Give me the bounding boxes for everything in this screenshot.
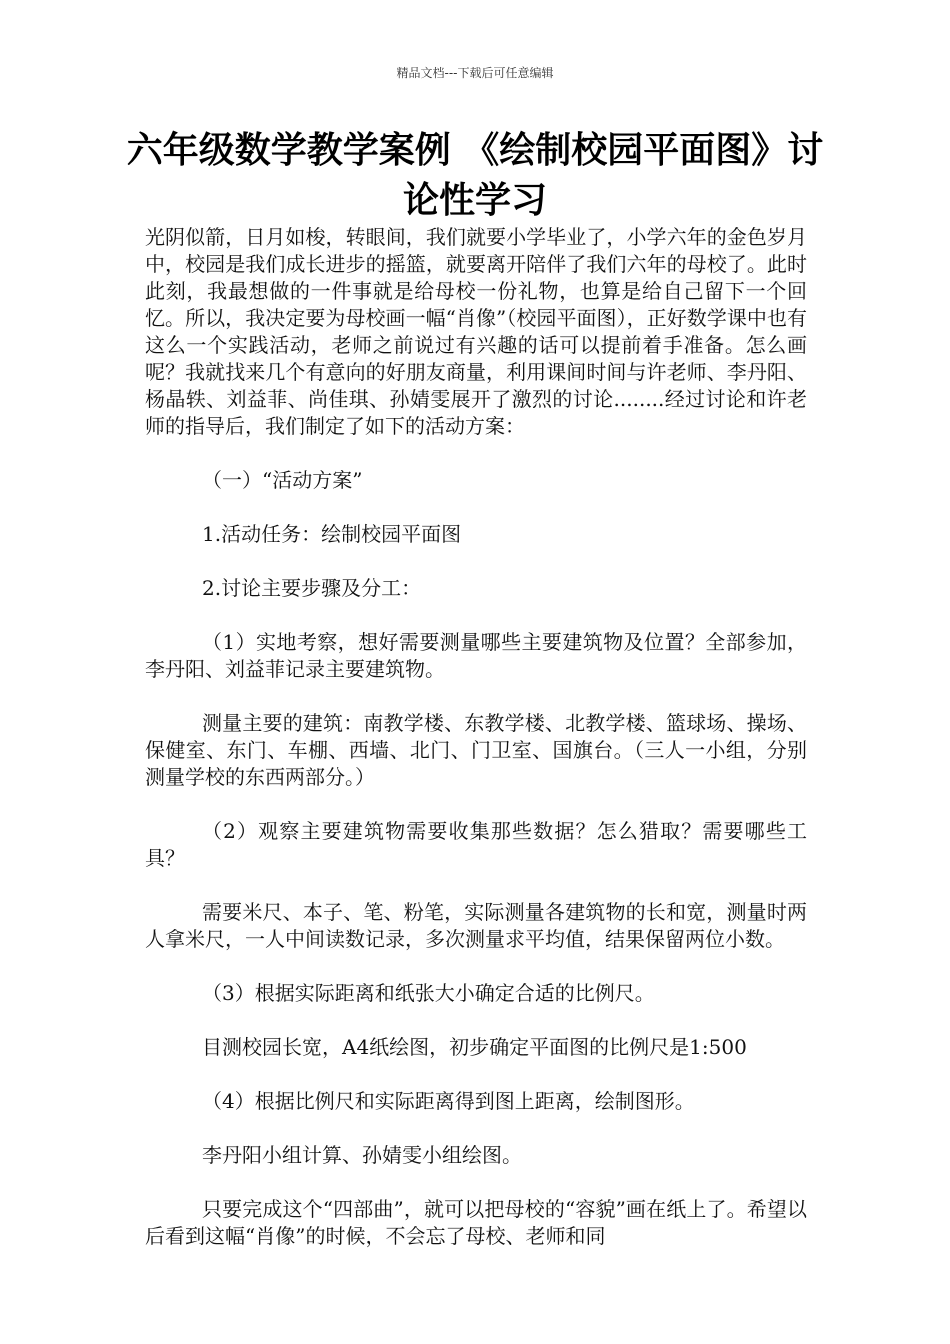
paragraph-step-4: （4）根据比例尺和实际距离得到图上距离，绘制图形。 xyxy=(202,1089,695,1113)
paragraph-task: 1.活动任务：绘制校园平面图 xyxy=(202,522,462,546)
paragraph-step-2: （2）观察主要建筑物需要收集那些数据？怎么猎取？需要哪些工具？ xyxy=(145,819,807,870)
paragraph-tools: 需要米尺、本子、笔、粉笔，实际测量各建筑物的长和宽，测量时两人拿米尺，一人中间读数记录，多次测量求平均值，结果保留两位小数。 xyxy=(145,900,807,951)
paragraph-buildings: 测量主要的建筑：南教学楼、东教学楼、北教学楼、篮球场、操场、保健室、东门、车棚、西墙、北门、门卫室、国旗台。（三人一小组，分别测量学校的东西两部分。） xyxy=(145,711,807,789)
paragraph-closing: 只要完成这个“四部曲”，就可以把母校的“容貌”画在纸上了。希望以后看到这幅“肖像”的时候，不会忘了母校、老师和同 xyxy=(145,1197,807,1248)
paragraph-plan-heading: （一）“活动方案” xyxy=(202,468,363,492)
paragraph-steps: 2.讨论主要步骤及分工： xyxy=(202,576,422,600)
paragraph-scale: 目测校园长宽，A4纸绘图，初步确定平面图的比例尺是1:500 xyxy=(202,1035,747,1059)
page-title: 六年级数学教学案例 《绘制校园平面图》讨论性学习 xyxy=(126,130,824,221)
paragraph-groups: 李丹阳小组计算、孙婧雯小组绘图。 xyxy=(202,1143,522,1167)
paragraph-intro: 光阴似箭，日月如梭，转眼间，我们就要小学毕业了，小学六年的金色岁月中，校园是我们成长进步的摇篮，就要离开陪伴了我们六年的母校了。此时此刻，我最想做的一件事就是给母校一份礼物，也算是给自己留下一个回忆。所以，我决定要为母校画一幅“肖像”（校园平面图），正好数学课中也有这么一个实践活动，老师之前说过有兴趣的话可以提前着手准备。怎么画呢？我就找来几个有意向的好朋友商量，利用课间时间与许老师、李丹阳、杨晶轶、刘益菲、尚佳琪、孙婧雯展开了激烈的讨论........经过讨论和许老师的指导后，我们制定了如下的活动方案： xyxy=(145,225,807,438)
paragraph-step-1: （1）实地考察，想好需要测量哪些主要建筑物及位置？全部参加，李丹阳、刘益菲记录主要建筑物。 xyxy=(145,630,807,681)
paragraph-step-3: （3）根据实际距离和纸张大小确定合适的比例尺。 xyxy=(202,981,655,1005)
document-body xyxy=(145,224,807,1277)
header-note: 精品文档---下载后可任意编辑 xyxy=(396,66,554,80)
